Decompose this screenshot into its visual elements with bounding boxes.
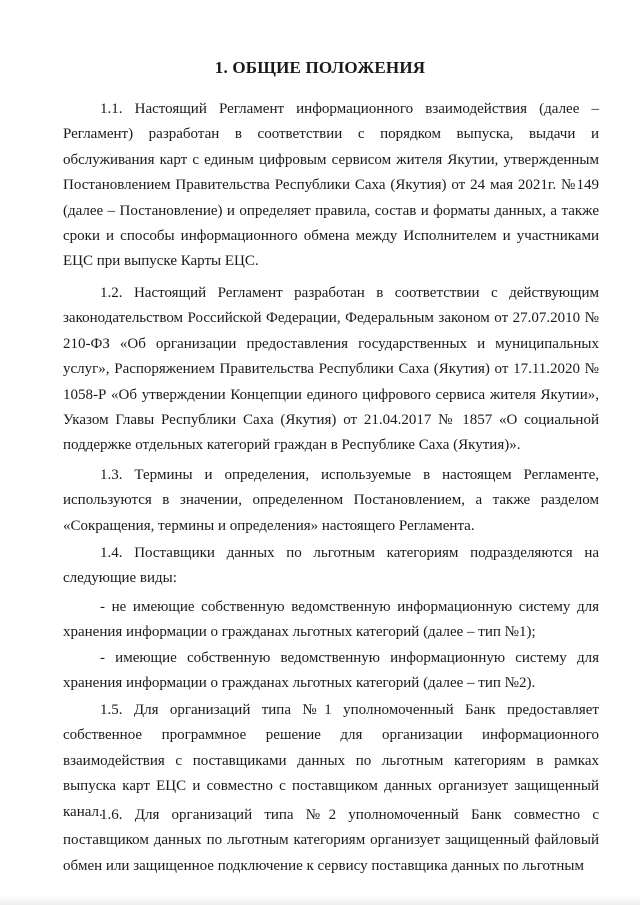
section-heading: 1. ОБЩИЕ ПОЛОЖЕНИЯ xyxy=(214,58,426,77)
paragraph-1-6: 1.6. Для организаций типа №2 уполномоченный Банк совместно с поставщиком данных по льготным категориям организует защищенный файловый обмен или защищенное подключение к сервису поставщика данных по льготным xyxy=(63,807,599,874)
paragraph-1-2: 1.2. Настоящий Регламент разработан в соответствии с действующим законодательством Российской Федерации, Федеральным законом от 27.07.2010 № 210-ФЗ «Об организации предоставления государственных и муниципальных услуг», Распоряжением Правительства Республики Саха (Якутия) от 17.11.2020 № 1058-Р «Об утверждении Концепции единого цифрового сервиса жителя Якутии», Указом Главы Республики Саха (Якутия) от 21.04.2017 № 1857 «О социальной поддержке отдельных категорий граждан в Республике Саха (Якутия)». xyxy=(63,285,599,454)
page-bottom-edge xyxy=(0,895,640,905)
list-item-type-1: - не имеющие собственную ведомственную информационную систему для хранения информации о гражданах льготных категорий (далее – тип №1); xyxy=(63,599,599,641)
list-item-type-2: - имеющие собственную ведомственную информационную систему для хранения информации о гражданах льготных категорий (далее – тип №2). xyxy=(63,650,599,692)
paragraph-1-1: 1.1. Настоящий Регламент информационного взаимодействия (далее – Регламент) разработан в соответствии с порядком выпуска, выдачи и обслуживания карт с единым цифровым сервисом жителя Якутии, утвержденным Постановлением Правительства Республики Саха (Якутия) от 24 мая 2021г. №149 (далее – Постановление) и определяет правила, состав и форматы данных, а также сроки и способы информационного обмена между Исполнителем и участниками ЕЦС при выпуске Карты ЕЦС. xyxy=(63,101,599,270)
paragraph-1-3: 1.3. Термины и определения, используемые в настоящем Регламенте, используются в значении, определенном Постановлением, а также разделом «Сокращения, термины и определения» настоящего Регламента. xyxy=(63,467,599,534)
paragraph-1-4: 1.4. Поставщики данных по льготным категориям подразделяются на следующие виды: xyxy=(63,545,599,587)
paragraph-1-5: 1.5. Для организаций типа №1 уполномоченный Банк предоставляет собственное программное решение для организации информационного взаимодействия с поставщиками данных по льготным категориям в рамках выпуска карт ЕЦС и совместно с поставщиком данных организует защищенный канал. xyxy=(63,702,599,820)
